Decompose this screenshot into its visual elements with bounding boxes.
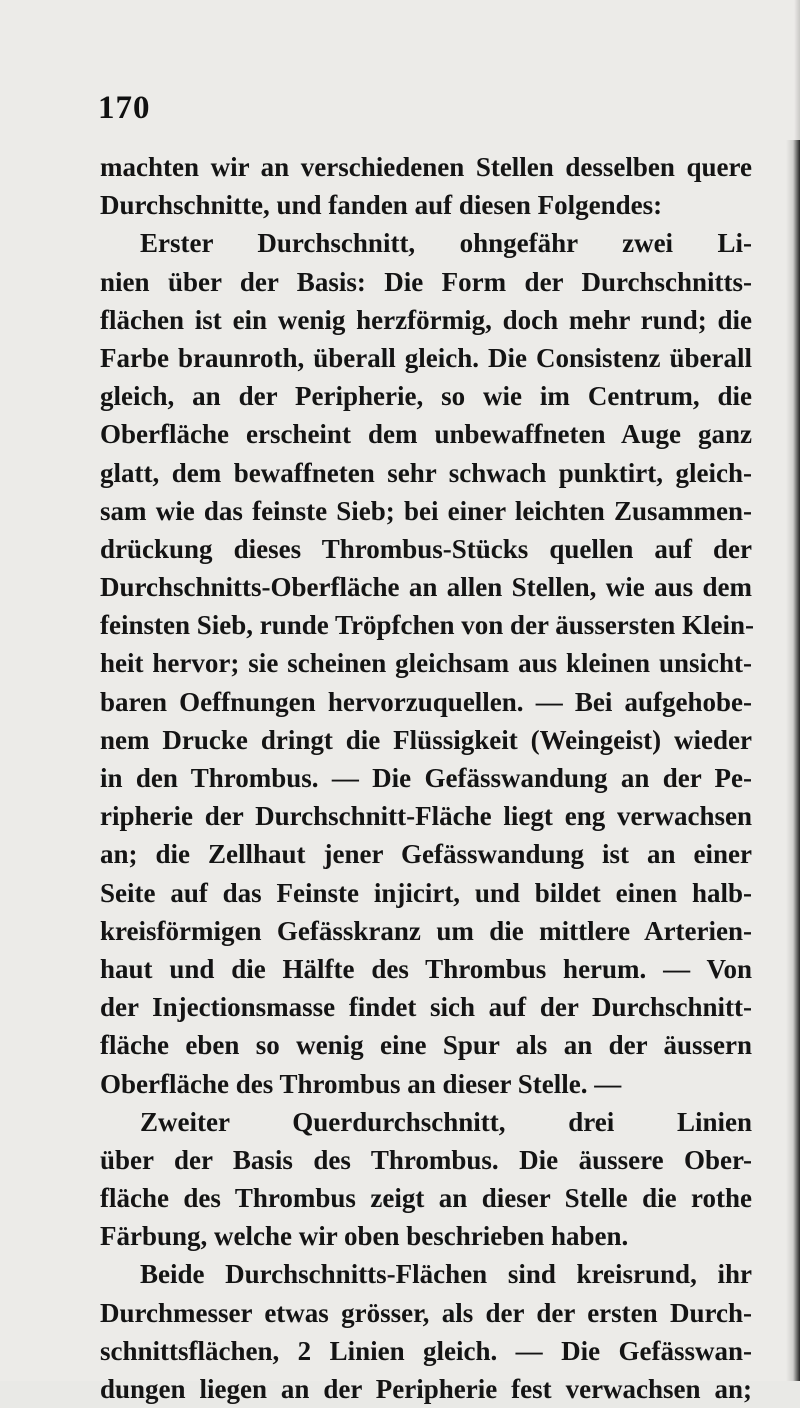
- page-number: 170: [98, 90, 151, 126]
- text-line: an; die Zellhaut jener Gefässwandung ist an einer: [100, 839, 752, 870]
- text-line: glatt, dem bewaffneten sehr schwach punktirt, gleich-: [100, 457, 752, 488]
- text-line: Seite auf das Feinste injicirt, und bildet einen halb-: [100, 877, 752, 908]
- text-line: Durchschnitte, und fanden auf diesen Folgendes:: [100, 190, 663, 221]
- text-line: Farbe braunroth, überall gleich. Die Consistenz überall: [100, 342, 752, 373]
- text-line: nem Drucke dringt die Flüssigkeit (Weingeist) wieder: [100, 724, 752, 755]
- page-edge-shadow-top: [794, 0, 800, 140]
- text-line: kreisförmigen Gefässkranz um die mittlere Arterien-: [100, 915, 752, 946]
- body-text: [100, 148, 755, 1408]
- text-line: Erster Durchschnitt, ohngefähr zwei Li-: [140, 228, 752, 259]
- text-line: nien über der Basis: Die Form der Durchschnitts-: [100, 266, 752, 297]
- text-line: Oberfläche des Thrombus an dieser Stelle. —: [100, 1068, 622, 1099]
- text-line: flächen ist ein wenig herzförmig, doch mehr rund; die: [100, 304, 752, 335]
- text-line: Oberfläche erscheint dem unbewaffneten Auge ganz: [100, 419, 752, 450]
- text-line: gleich, an der Peripherie, so wie im Centrum, die: [100, 381, 752, 412]
- text-line: drückung dieses Thrombus-Stücks quellen auf der: [100, 533, 752, 564]
- text-line: fläche eben so wenig eine Spur als an der äussern: [100, 1030, 752, 1061]
- text-line: baren Oeffnungen hervorzuquellen. — Bei aufgehobe-: [100, 686, 752, 717]
- text-line: dungen liegen an der Peripherie fest verwachsen an;: [100, 1374, 752, 1404]
- text-line: in den Thrombus. — Die Gefässwandung an der Pe-: [100, 763, 752, 793]
- text-line: Färbung, welche wir oben beschrieben haben.: [100, 1221, 629, 1252]
- text-line: feinsten Sieb, runde Tröpfchen von der äussersten Klein-: [100, 610, 755, 641]
- text-line: Durchschnitts-Oberfläche an allen Stellen, wie aus dem: [100, 572, 752, 603]
- text-line: heit hervor; sie scheinen gleichsam aus kleinen unsicht-: [100, 648, 752, 679]
- text-line: Zweiter Querdurchschnitt, drei Linien: [140, 1106, 752, 1137]
- text-line: machten wir an verschiedenen Stellen desselben quere: [100, 152, 752, 182]
- text-line: über der Basis des Thrombus. Die äussere Ober-: [100, 1144, 752, 1175]
- text-line: Beide Durchschnitts-Flächen sind kreisrund, ihr: [140, 1259, 752, 1290]
- text-line: der Injectionsmasse findet sich auf der Durchschnitt-: [100, 992, 752, 1023]
- text-line: fläche des Thrombus zeigt an dieser Stelle die rothe: [100, 1183, 752, 1214]
- text-line: ripherie der Durchschnitt-Fläche liegt eng verwachsen: [100, 801, 752, 832]
- text-line: schnittsflächen, 2 Linien gleich. — Die Gefässwan-: [100, 1335, 752, 1366]
- page-edge-shadow: [786, 140, 800, 1381]
- text-line: sam wie das feinste Sieb; bei einer leichten Zusammen-: [100, 495, 752, 526]
- text-line: haut und die Hälfte des Thrombus herum. — Von: [100, 953, 752, 984]
- text-line: Durchmesser etwas grösser, als der der ersten Durch-: [100, 1297, 752, 1328]
